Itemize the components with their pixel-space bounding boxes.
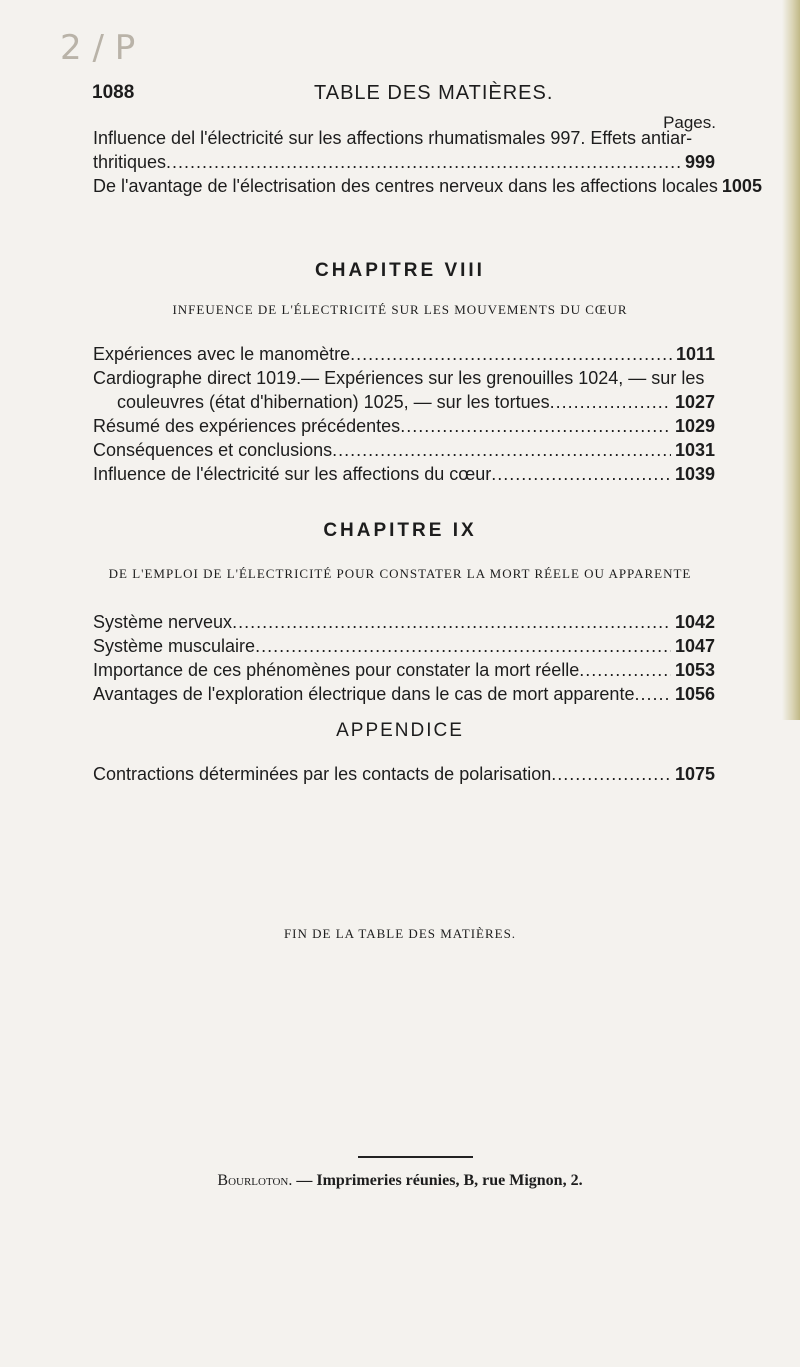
chapter-heading: CHAPITRE IX [323, 520, 477, 541]
toc-entry-text: Système musculaire [93, 636, 256, 656]
page-title: TABLE DES MATIÈRES. [314, 82, 554, 104]
toc-entry-text: De l'avantage de l'électrisation des centres nerveux dans les affections locales [93, 176, 718, 196]
toc-entry [93, 634, 715, 658]
leader-dots [634, 682, 671, 706]
toc-appendix [93, 762, 715, 786]
toc-entry-text: couleuvres (état d'hibernation) 1025, — sur les tortues [117, 392, 550, 412]
toc-entry-page: 1053 [674, 660, 715, 680]
printer-imprint [0, 1172, 800, 1190]
toc-entry-page: 1075 [674, 764, 715, 784]
toc-entry [93, 390, 715, 414]
leader-dots [551, 762, 671, 786]
page-number: 1088 [92, 82, 135, 103]
toc-entry [93, 438, 715, 462]
toc-entry [93, 658, 715, 682]
leader-dots [491, 462, 671, 486]
toc-chapter-viii [93, 342, 715, 486]
leader-dots [166, 150, 681, 174]
leader-dots [400, 414, 671, 438]
toc-entry [93, 682, 715, 706]
toc-entry-page: 1029 [674, 416, 715, 436]
toc-section-continuation [93, 126, 762, 198]
toc-entry-line: Influence del l'électricité sur les affections rhumatismales 997. Effets antiar- [93, 128, 693, 148]
pencil-mark-icon: 2 / P [60, 28, 136, 68]
toc-entry-page: 1047 [674, 636, 715, 656]
toc-entry [93, 342, 715, 366]
toc-entry-page: 1011 [675, 344, 715, 364]
divider-rule [358, 1156, 473, 1158]
toc-chapter-ix [93, 610, 715, 706]
pages-column-label: Pages. [663, 113, 716, 132]
printer-name: Bourloton. [217, 1172, 293, 1189]
toc-entry-text: Conséquences et conclusions [93, 440, 333, 460]
toc-entry-text: Résumé des expériences précédentes [93, 416, 401, 436]
toc-entry-text: Contractions déterminées par les contacts de polarisation [93, 764, 552, 784]
end-of-table-note: FIN DE LA TABLE DES MATIÈRES. [283, 926, 517, 941]
toc-entry [93, 610, 715, 634]
leader-dots [232, 610, 671, 634]
toc-entry [93, 762, 715, 786]
toc-entry [93, 414, 715, 438]
toc-entry-page: 1027 [674, 392, 715, 412]
page-edge-discoloration [782, 0, 800, 720]
toc-entry-text: Importance de ces phénomènes pour constater la mort réelle [93, 660, 580, 680]
chapter-subtitle: INFEUENCE DE L'ÉLECTRICITÉ SUR LES MOUVEMENTS DU CŒUR [172, 302, 628, 317]
leader-dots [579, 658, 671, 682]
toc-entry-page: 1031 [674, 440, 715, 460]
chapter-subtitle: DE L'EMPLOI DE L'ÉLECTRICITÉ POUR CONSTATER LA MORT RÉELE OU APPARENTE [108, 566, 692, 581]
toc-entry-text: thritiques [93, 152, 167, 172]
toc-entry-page: 1039 [674, 464, 715, 484]
toc-entry-page: 1005 [721, 176, 762, 196]
toc-entry-page: 1042 [674, 612, 715, 632]
toc-entry-line: Cardiographe direct 1019.— Expériences sur les grenouilles 1024, — sur les [93, 368, 705, 388]
toc-entry-page: 1056 [674, 684, 715, 704]
toc-entry [93, 150, 715, 174]
toc-entry-page: 999 [684, 152, 715, 172]
toc-entry-text: Avantages de l'exploration électrique dans le cas de mort apparente [93, 684, 635, 704]
leader-dots [332, 438, 671, 462]
toc-entry-text: Influence de l'électricité sur les affections du cœur [93, 464, 492, 484]
chapter-heading: CHAPITRE VIII [315, 260, 485, 281]
toc-entry-text: Expériences avec le manomètre [93, 344, 351, 364]
leader-dots [550, 390, 671, 414]
appendix-heading: APPENDICE [336, 720, 464, 741]
leader-dots [255, 634, 671, 658]
running-head [92, 82, 712, 110]
leader-dots [350, 342, 672, 366]
toc-entry-text: Système nerveux [93, 612, 233, 632]
toc-entry [93, 174, 762, 198]
toc-entry [93, 462, 715, 486]
printer-address: — Imprimeries réunies, B, rue Mignon, 2. [296, 1172, 583, 1189]
